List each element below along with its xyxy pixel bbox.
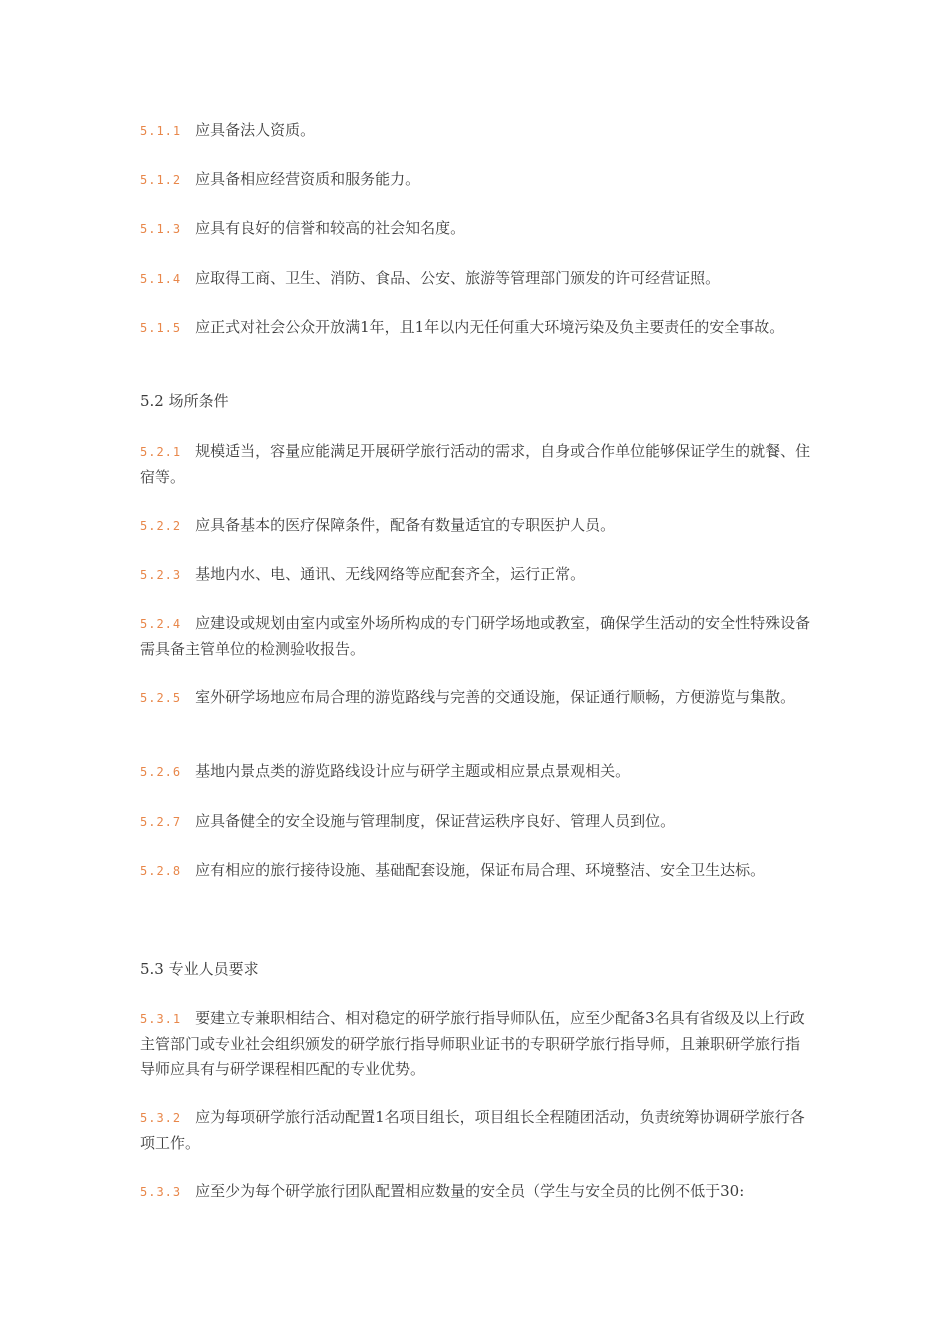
clause-number: 5.2.1 [140,445,182,459]
clause-text: 基地内景点类的游览路线设计应与研学主题或相应景点景观相关。 [195,762,631,780]
clause-text: 应具有良好的信誉和较高的社会知名度。 [195,219,466,237]
clause-number: 5.2.6 [140,765,182,779]
section-heading-5-2: 5.2 场所条件 [140,392,229,410]
clause-5-3-3 [140,1179,840,1205]
clause-number: 5.3.2 [140,1111,182,1125]
clause-number: 5.1.2 [140,173,182,187]
clause-text: 应具备基本的医疗保障条件，配备有数量适宜的专职医护人员。 [195,516,616,534]
clause-number: 5.2.5 [140,691,182,705]
clause-number: 5.1.1 [140,124,182,138]
clause-text: 应具备相应经营资质和服务能力。 [195,170,421,188]
clause-number: 5.2.7 [140,815,182,829]
clause-5-3-2 [140,1105,812,1156]
clause-text: 应有相应的旅行接待设施、基础配套设施，保证布局合理、环境整洁、安全卫生达标。 [195,861,766,879]
clause-text: 基地内水、电、通讯、无线网络等应配套齐全，运行正常。 [195,565,586,583]
clause-text: 应为每项研学旅行活动配置1名项目组长，项目组长全程随团活动，负责统筹协调研学旅行各项工作。 [140,1108,805,1152]
clause-text: 应正式对社会公众开放满1年，且1年以内无任何重大环境污染及负主要责任的安全事故。 [195,318,785,336]
clause-number: 5.1.5 [140,321,182,335]
clause-5-1-1 [140,118,812,144]
clause-text: 规模适当，容量应能满足开展研学旅行活动的需求，自身或合作单位能够保证学生的就餐、住宿等。 [140,442,811,486]
clause-text: 应至少为每个研学旅行团队配置相应数量的安全员（学生与安全员的比例不低于30: [195,1182,745,1200]
clause-text: 要建立专兼职相结合、相对稳定的研学旅行指导师队伍，应至少配备3名具有省级及以上行政主管部门或专业社会组织颁发的研学旅行指导师职业证书的专职研学旅行指导师，且兼职研学旅行指导师应具有与研学课程相匹配的专业优势。 [140,1009,805,1078]
clause-text: 应具备法人资质。 [195,121,316,139]
clause-5-2-4 [140,611,812,662]
clause-5-3-1 [140,1006,812,1082]
clause-5-2-5 [140,685,812,711]
clause-5-2-1 [140,439,812,490]
clause-text: 室外研学场地应布局合理的游览路线与完善的交通设施，保证通行顺畅，方便游览与集散。 [195,688,796,706]
section-heading-5-3: 5.3 专业人员要求 [140,960,259,978]
clause-number: 5.2.4 [140,617,182,631]
clause-text: 应具备健全的安全设施与管理制度，保证营运秩序良好、管理人员到位。 [195,812,676,830]
clause-5-1-2 [140,167,812,193]
clause-5-2-6 [140,759,812,785]
clause-5-2-2 [140,513,812,539]
clause-number: 5.3.1 [140,1012,182,1026]
clause-5-2-7 [140,809,812,835]
clause-number: 5.2.2 [140,519,182,533]
clause-5-1-5 [140,315,812,341]
clause-5-1-4 [140,266,812,292]
clause-number: 5.1.4 [140,272,182,286]
clause-number: 5.2.3 [140,568,182,582]
clause-5-1-3 [140,216,812,242]
clause-number: 5.3.3 [140,1185,182,1199]
clause-5-2-3 [140,562,812,588]
clause-text: 应取得工商、卫生、消防、食品、公安、旅游等管理部门颁发的许可经营证照。 [195,269,721,287]
clause-number: 5.1.3 [140,222,182,236]
clause-number: 5.2.8 [140,864,182,878]
clause-5-2-8 [140,858,812,884]
clause-text: 应建设或规划由室内或室外场所构成的专门研学场地或教室，确保学生活动的安全性特殊设备需具备主管单位的检测验收报告。 [140,614,811,658]
